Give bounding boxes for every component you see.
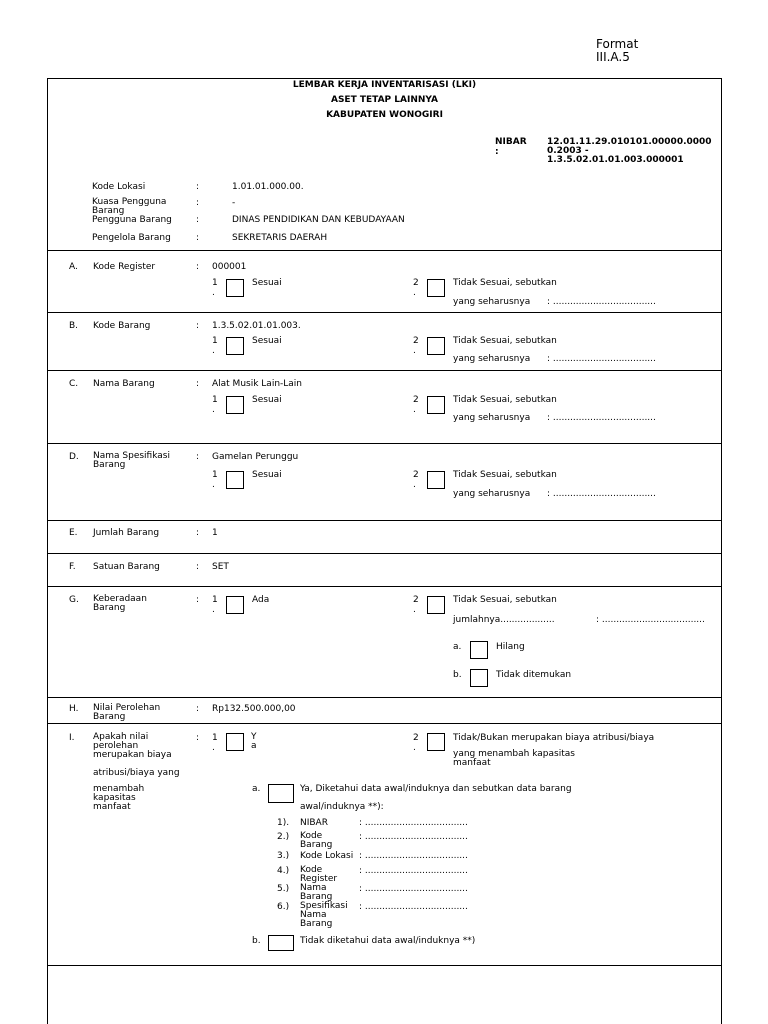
section-colon: : [196, 379, 200, 389]
section-colon: : [196, 733, 200, 743]
tidak-sesuai-checkbox[interactable] [427, 279, 445, 297]
divider [47, 520, 722, 521]
option-2-number: 2 . [413, 278, 419, 298]
section-label-line3: menambah kapasitas manfaat [93, 784, 145, 812]
section-value: Alat Musik Lain-Lain [212, 379, 303, 389]
nibar-value-line1: 12.01.11.29.010101.00000.0000 [547, 137, 712, 147]
section-label: Nama Barang [93, 379, 155, 389]
item-label: Spesifikasi Nama Barang [300, 901, 348, 929]
nibar-label: NIBAR [495, 137, 527, 147]
divider [47, 723, 722, 724]
info-value-pengguna-barang: DINAS PENDIDIKAN DAN KEBUDAYAAN [232, 215, 405, 225]
option-2-number: 2 . [413, 595, 419, 615]
option-1-number: 1 . [212, 595, 218, 615]
section-value: Rp132.500.000,00 [212, 704, 296, 714]
option-2-number: 2 . [413, 336, 419, 356]
seharusnya-field[interactable]: : .................................... [547, 413, 656, 423]
item-field[interactable]: : .................................... [359, 902, 468, 912]
section-colon: : [196, 321, 200, 331]
option-1-number: 1 . [212, 470, 218, 490]
sesuai-label: Sesuai [252, 336, 282, 346]
seharusnya-label: yang seharusnya [453, 489, 531, 499]
divider [47, 312, 722, 313]
section-colon: : [196, 262, 200, 272]
tidak-sesuai-label: Tidak Sesuai, sebutkan [453, 336, 557, 346]
seharusnya-label: yang seharusnya [453, 413, 531, 423]
section-colon: : [196, 528, 200, 538]
item-number: 6.) [277, 902, 290, 912]
sesuai-label: Sesuai [252, 470, 282, 480]
ya-checkbox[interactable] [226, 733, 244, 751]
section-label: Nilai Perolehan Barang [93, 703, 161, 722]
info-colon: : [196, 182, 200, 192]
section-letter: G. [69, 595, 79, 605]
section-letter: I. [69, 733, 75, 743]
item-label: Kode Lokasi [300, 851, 354, 861]
seharusnya-field[interactable]: : .................................... [547, 489, 656, 499]
info-value-pengelola-barang: SEKRETARIS DAERAH [232, 233, 328, 243]
option-2-number: 2 . [413, 470, 419, 490]
ada-checkbox[interactable] [226, 596, 244, 614]
item-label: NIBAR [300, 818, 328, 828]
section-label: Kode Register [93, 262, 156, 272]
option-1-number: 1 . [212, 336, 218, 356]
sesuai-checkbox[interactable] [226, 396, 244, 414]
section-value: SET [212, 562, 229, 572]
item-label: Kode Register [300, 865, 338, 884]
sesuai-checkbox[interactable] [226, 337, 244, 355]
info-value-kuasa-pengguna: - [232, 198, 236, 208]
frame-top [47, 78, 722, 79]
tidak-bukan-checkbox[interactable] [427, 733, 445, 751]
diketahui-checkbox[interactable] [268, 784, 294, 803]
option-1-number: 1 . [212, 395, 218, 415]
format-label [596, 38, 638, 64]
tidak-ditemukan-letter: b. [453, 670, 462, 680]
tidak-sesuai-label: Tidak Sesuai, sebutkan [453, 278, 557, 288]
tidak-sesuai-checkbox[interactable] [427, 396, 445, 414]
format-line1: Format [596, 37, 639, 51]
info-value-kode-lokasi: 1.01.01.000.00. [232, 182, 304, 192]
section-value: 1 [212, 528, 218, 538]
section-letter: H. [69, 704, 79, 714]
format-line2: III.A.5 [596, 50, 630, 64]
hilang-checkbox[interactable] [470, 641, 488, 659]
section-letter: A. [69, 262, 78, 272]
option-2-number: 2 . [413, 733, 419, 753]
item-field[interactable]: : .................................... [359, 818, 468, 828]
section-label-line2: atribusi/biaya yang [93, 768, 180, 778]
item-field[interactable]: : .................................... [359, 866, 468, 876]
item-number: 4.) [277, 866, 290, 876]
form-region: KABUPATEN WONOGIRI [326, 110, 443, 120]
form-subtitle: ASET TETAP LAINNYA [330, 95, 439, 105]
section-letter: D. [69, 452, 79, 462]
info-label-pengguna-barang: Pengguna Barang [92, 215, 172, 225]
divider [47, 553, 722, 554]
section-colon: : [196, 562, 200, 572]
tidak-sesuai-label: Tidak Sesuai, sebutkan [453, 470, 557, 480]
section-letter: F. [69, 562, 76, 572]
form-title: LEMBAR KERJA INVENTARISASI (LKI) [292, 80, 477, 90]
info-label-kuasa-pengguna: Kuasa Pengguna Barang [92, 197, 167, 216]
diketahui-label-line2: awal/induknya **): [300, 802, 384, 812]
section-letter: B. [69, 321, 79, 331]
nibar-value-line2: 0.2003 - [547, 146, 589, 156]
tidak-diketahui-label: Tidak diketahui data awal/induknya **) [300, 936, 476, 946]
tidak-sesuai-label: Tidak Sesuai, sebutkan [453, 395, 557, 405]
frame-right [721, 78, 722, 1024]
tidak-sesuai-checkbox[interactable] [427, 471, 445, 489]
tidak-ditemukan-checkbox[interactable] [470, 669, 488, 687]
info-colon: : [196, 215, 200, 225]
section-colon: : [196, 595, 200, 605]
sesuai-label: Sesuai [252, 278, 282, 288]
section-label-line1: Apakah nilai perolehan merupakan biaya [93, 732, 172, 760]
seharusnya-label: yang seharusnya [453, 354, 531, 364]
info-label-kode-lokasi: Kode Lokasi [92, 182, 146, 192]
option-b-letter: b. [252, 936, 261, 946]
divider [47, 250, 722, 251]
tidak-bukan-label: Tidak/Bukan merupakan biaya atribusi/biaya [453, 733, 655, 743]
section-letter: C. [69, 379, 79, 389]
info-colon: : [196, 233, 200, 243]
tidak-sesuai-checkbox[interactable] [427, 596, 445, 614]
section-value: Gamelan Perunggu [212, 452, 299, 462]
tidak-diketahui-checkbox[interactable] [268, 935, 294, 951]
info-colon: : [196, 198, 200, 208]
section-label: Satuan Barang [93, 562, 160, 572]
jumlahnya-field[interactable]: : .................................... [596, 615, 705, 625]
sesuai-checkbox[interactable] [226, 471, 244, 489]
section-value: 000001 [212, 262, 247, 272]
info-label-pengelola-barang: Pengelola Barang [92, 233, 171, 243]
item-number: 2.) [277, 832, 290, 842]
section-label: Keberadaan Barang [93, 594, 147, 613]
ada-label: Ada [252, 595, 270, 605]
section-colon: : [196, 704, 200, 714]
sesuai-label: Sesuai [252, 395, 282, 405]
divider [47, 697, 722, 698]
seharusnya-field[interactable]: : .................................... [547, 297, 656, 307]
divider [47, 370, 722, 371]
item-number: 3.) [277, 851, 290, 861]
item-field[interactable]: : .................................... [359, 832, 468, 842]
tidak-sesuai-checkbox[interactable] [427, 337, 445, 355]
seharusnya-field[interactable]: : .................................... [547, 354, 656, 364]
hilang-letter: a. [453, 642, 462, 652]
seharusnya-label: yang seharusnya [453, 297, 531, 307]
hilang-label: Hilang [496, 642, 525, 652]
divider [47, 443, 722, 444]
tidak-ditemukan-label: Tidak ditemukan [496, 670, 572, 680]
section-colon: : [196, 452, 200, 462]
section-value: 1.3.5.02.01.01.003. [212, 321, 301, 331]
jumlahnya-label: jumlahnya................... [453, 615, 555, 625]
divider [47, 586, 722, 587]
option-a-letter: a. [252, 784, 261, 794]
option-1-number: 1 . [212, 733, 218, 753]
item-number: 5.) [277, 884, 290, 894]
section-letter: E. [69, 528, 78, 538]
frame-left [47, 78, 48, 1024]
item-field[interactable]: : .................................... [359, 851, 468, 861]
item-number: 1). [277, 818, 290, 828]
section-label: Kode Barang [93, 321, 151, 331]
sesuai-checkbox[interactable] [226, 279, 244, 297]
diketahui-label: Ya, Diketahui data awal/induknya dan sebutkan data barang [300, 784, 572, 794]
item-field[interactable]: : .................................... [359, 884, 468, 894]
nibar-value-line3: 1.3.5.02.01.01.003.000001 [547, 155, 684, 165]
option-2-number: 2 . [413, 395, 419, 415]
option-1-number: 1 . [212, 278, 218, 298]
item-label: Kode Barang [300, 831, 333, 850]
tidak-bukan-label-line2: yang menambah kapasitas manfaat [453, 749, 575, 768]
divider [47, 965, 722, 966]
nibar-colon: : [495, 147, 499, 157]
item-label: Nama Barang [300, 883, 333, 902]
section-label: Jumlah Barang [93, 528, 160, 538]
ya-label: Ya [251, 732, 257, 751]
section-label: Nama Spesifikasi Barang [93, 451, 170, 470]
tidak-sesuai-label: Tidak Sesuai, sebutkan [453, 595, 557, 605]
